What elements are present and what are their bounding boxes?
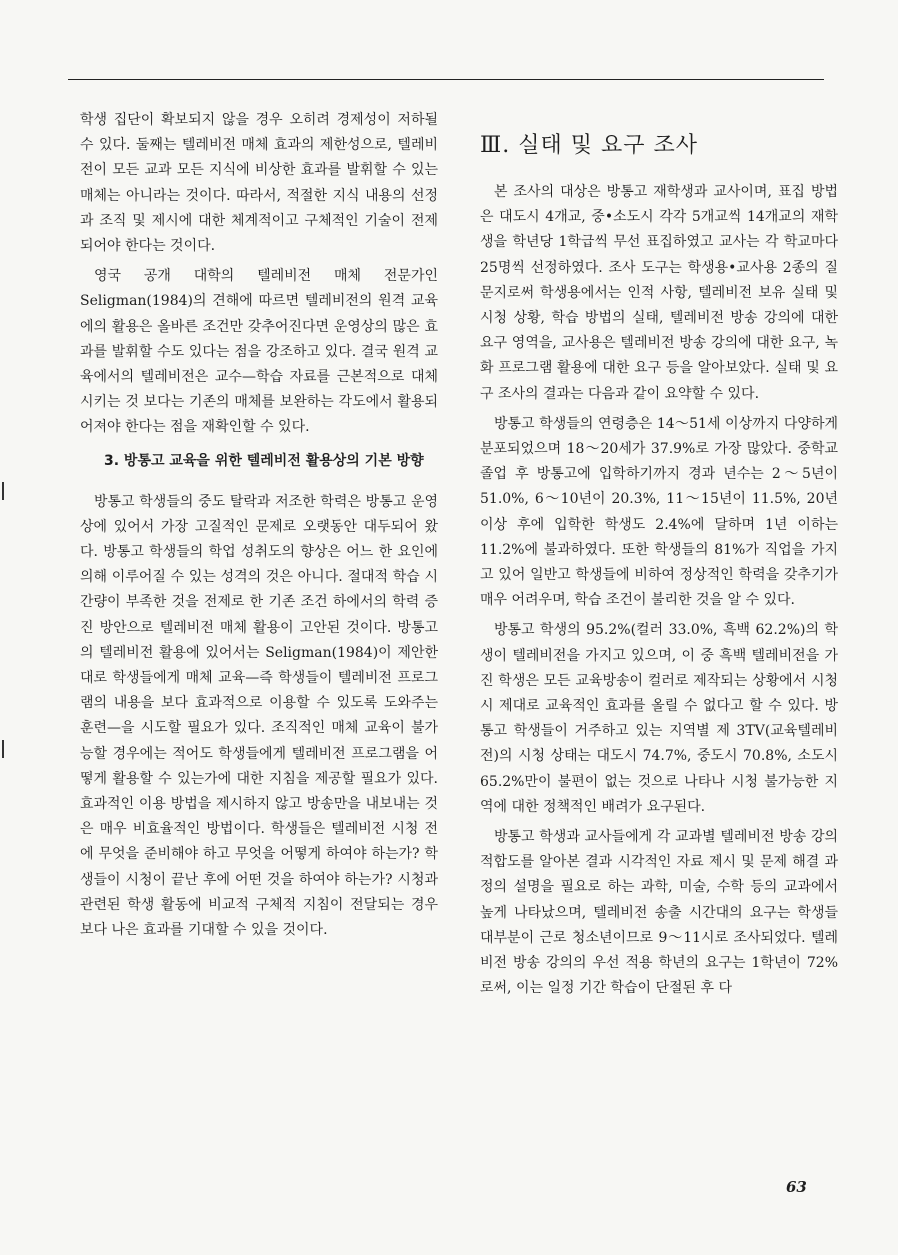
header-rule	[68, 79, 824, 80]
left-edge-mark	[2, 482, 4, 500]
body-paragraph: 방통고 학생들의 연령층은 14～51세 이상까지 다양하게 분포되었으며 18～20세가 37.9%로 가장 많았다. 중학교 졸업 후 방통고에 입학하기까지 경과 년수는 2～5년이 51.0%, 6～10년이 20.3%, 11～15년이 11.5%, 20년 이상 후에 입학한 학생도 2.4%에 달하며 1년 이하는 11.2%에 불과하였다. 또한 학생들의 81%가 직업을 가지고 있어 일반고 학생들에 비하여 정상적인 학력을 갖추기가 매우 어려우며, 학습 조건이 불리한 것을 알 수 있다.	[480, 415, 838, 609]
body-paragraph: 본 조사의 대상은 방통고 재학생과 교사이며, 표집 방법은 대도시 4개교, 중•소도시 각각 5개교씩 14개교의 재학생을 학년당 1학급씩 무선 표집하였고 교사는 각 학교마다 25명씩 선정하였다. 조사 도구는 학생용•교사용 2종의 질문지로써 학생용에서는 인적 사항, 텔레비전 보유 실태 및 시청 상황, 학습 방법의 실태, 텔레비전 방송 강의에 대한 요구 영역을, 교사용은 텔레비전 방송 강의에 대한 요구, 녹화 프로그램 활용에 대한 요구 등을 알아보았다. 실태 및 요구 조사의 결과는 다음과 같이 요약할 수 있다.	[480, 184, 838, 402]
body-paragraph: 학생 집단이 확보되지 않을 경우 오히려 경제성이 저하될 수 있다. 둘째는 텔레비전 매체 효과의 제한성으로, 텔레비전이 모든 교과 모든 지식에 비상한 효과를 발휘할 수 있는 매체는 아니라는 것이다. 따라서, 적절한 지식 내용의 선정과 조직 및 제시에 대한 체계적이고 구체적인 기술이 전제되어야 한다는 것이다.	[80, 112, 438, 255]
page-number: 63	[786, 1178, 807, 1196]
section-heading: Ⅲ. 실태 및 요구 조사	[480, 133, 698, 158]
subsection-heading: 3. 방통고 교육을 위한 텔레비전 활용상의 기본 방향	[104, 452, 424, 469]
body-paragraph: 방통고 학생과 교사들에게 각 교과별 텔레비전 방송 강의 적합도를 알아본 결과 시각적인 자료 제시 및 문제 해결 과정의 설명을 필요로 하는 과학, 미술, 수학 등의 교과에서 높게 나타났으며, 텔레비전 송출 시간대의 요구는 학생들 대부분이 근로 청소년이므로 9～11시로 조사되었다. 텔레비전 방송 강의의 우선 적용 학년의 요구는 1학년이 72%로써, 이는 일정 기간 학습이 단절된 후 다	[480, 829, 838, 997]
left-edge-mark	[2, 740, 4, 758]
body-paragraph: 방통고 학생들의 중도 탈락과 저조한 학력은 방통고 운영상에 있어서 가장 고질적인 문제로 오랫동안 대두되어 왔다. 방통고 학생들의 학업 성취도의 향상은 어느 한 요인에 의해 이루어질 수 있는 성격의 것은 아니다. 절대적 학습 시간량이 부족한 것을 전제로 한 기존 조건 하에서의 학력 증진 방안으로 텔레비전 매체 활용이 고안된 것이다. 방통고의 텔레비전 활용에 있어서는 Seligman(1984)이 제안한대로 학생들에게 매체 교육—즉 학생들이 텔레비전 프로그램의 내용을 보다 효과적으로 이용할 수 있도록 도와주는 훈련—을 시도할 필요가 있다. 조직적인 매체 교육이 불가능할 경우에는 적어도 학생들에게 텔레비전 프로그램을 어떻게 활용할 수 있는가에 대한 지침을 제공할 필요가 있다. 효과적인 이용 방법을 제시하지 않고 방송만을 내보내는 것은 매우 비효율적인 방법이다. 학생들은 텔레비전 시청 전에 무엇을 준비해야 하고 무엇을 어떻게 하여야 하는가? 학생들이 시청이 끝난 후에 어떤 것을 하여야 하는가? 시청과 관련된 학생 활동에 비교적 구체적 지침이 전달되는 경우 보다 나은 효과를 기대할 수 있을 것이다.	[80, 493, 438, 939]
left-column	[80, 108, 438, 948]
body-paragraph: 영국 공개 대학의 텔레비전 매체 전문가인 Seligman(1984)의 견해에 따르면 텔레비전의 원격 교육에의 활용은 올바른 조건만 갖추어진다면 운영상의 많은 효과를 발휘할 수도 있다는 점을 강조하고 있다. 결국 원격 교육에서의 텔레비전은 교수—학습 자료를 근본적으로 대체시키는 것 보다는 기존의 매체를 보완하는 각도에서 활용되어져야 한다는 점을 재확인할 수 있다.	[80, 268, 438, 436]
body-paragraph: 방통고 학생의 95.2%(컬러 33.0%, 흑백 62.2%)의 학생이 텔레비전을 가지고 있으며, 이 중 흑백 텔레비전을 가진 학생은 모든 교육방송이 컬러로 제작되는 상황에서 시청시 제대로 교육적인 효과를 올릴 수 없다고 할 수 있다. 방통고 학생들이 거주하고 있는 지역별 제 3TV(교육텔레비전)의 시청 상태는 대도시 74.7%, 중도시 70.8%, 소도시 65.2%만이 불편이 없는 것으로 나타나 시청 불가능한 지역에 대한 정책적인 배려가 요구된다.	[480, 622, 838, 815]
right-column	[480, 180, 838, 1007]
